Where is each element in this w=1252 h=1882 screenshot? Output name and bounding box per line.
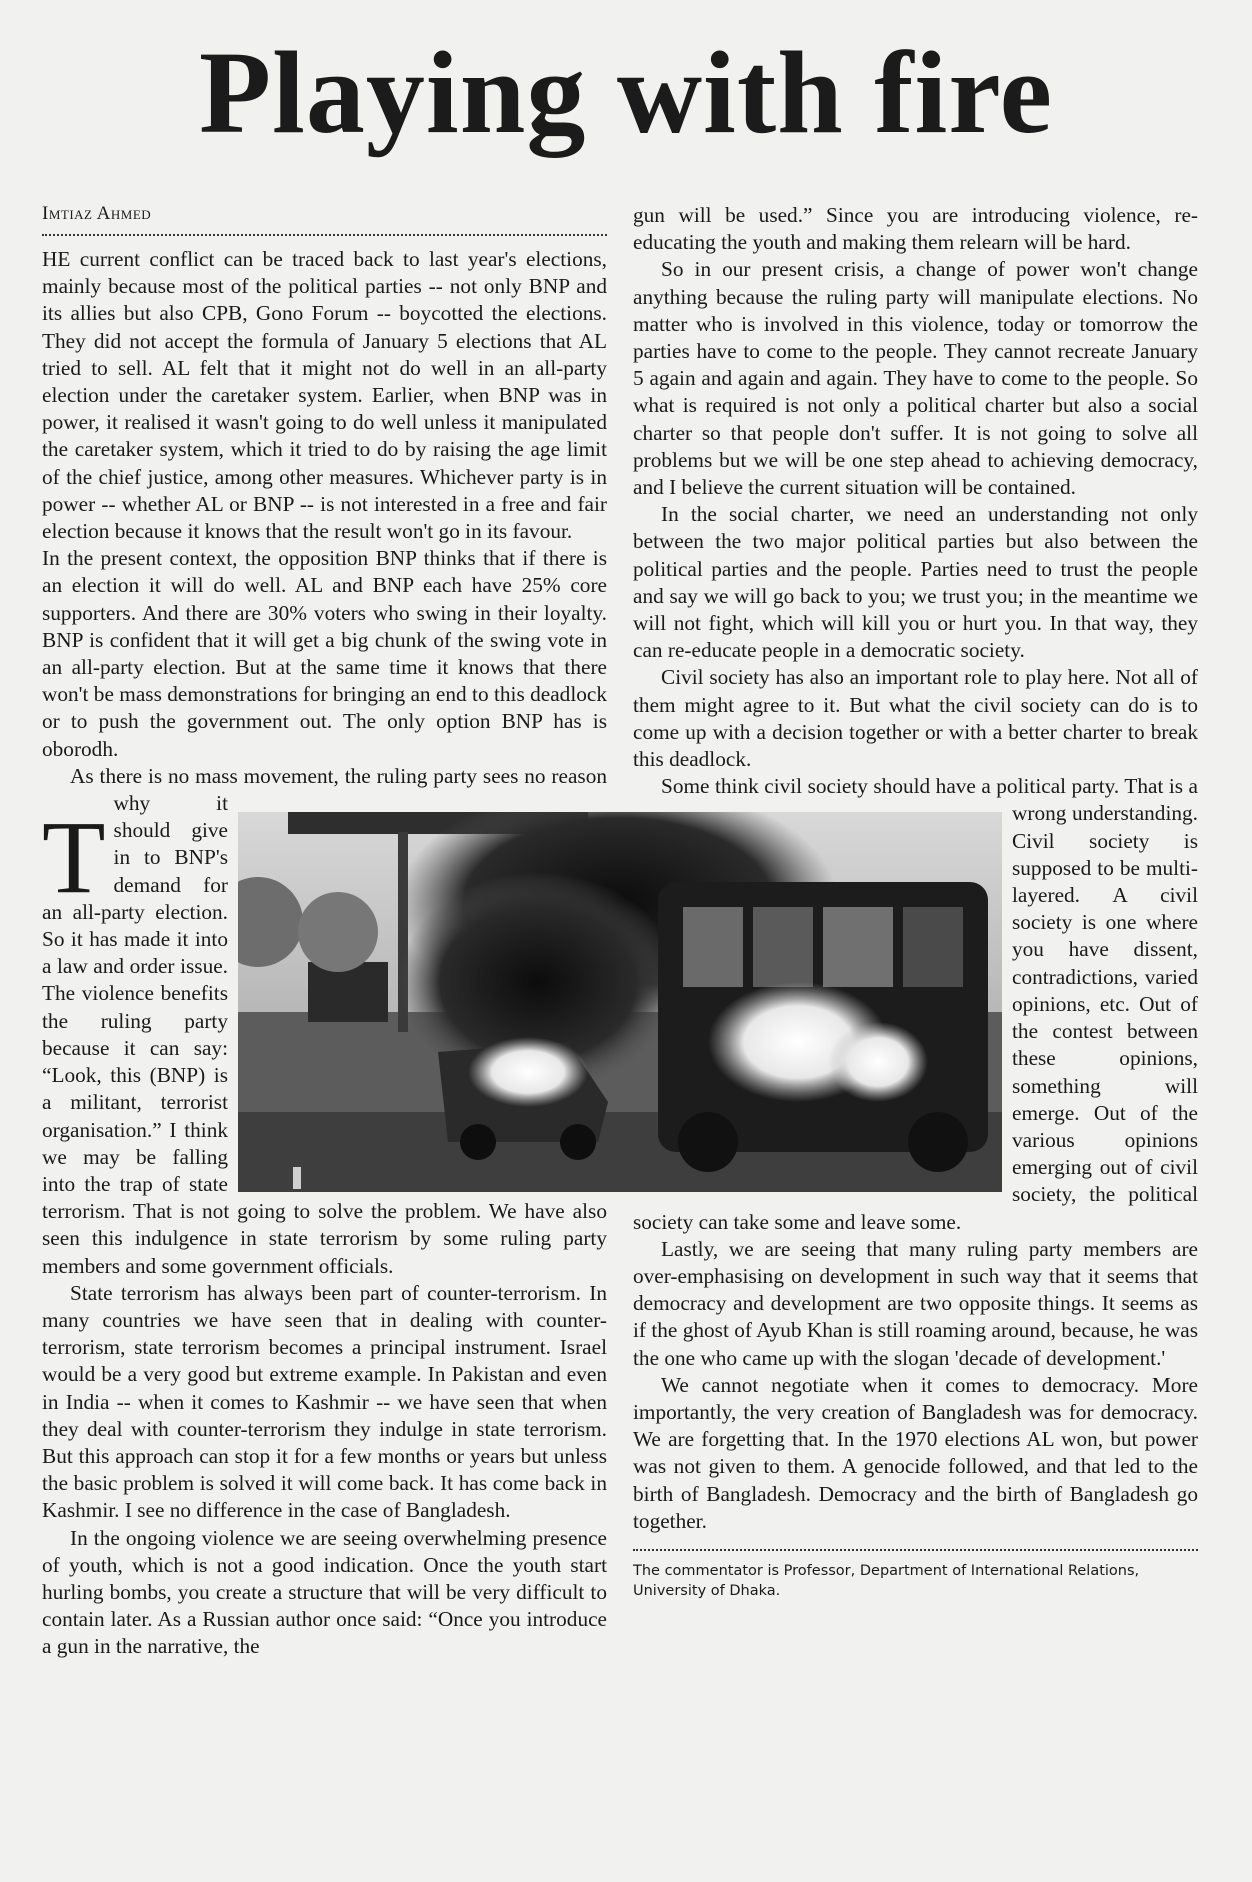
paragraph-5: In the ongoing violence we are seeing overwhelming presence of youth, which is not a good indication. Once the youth start hurling bombs, you create a structure that will be very difficult to contain later. As a Russian author once said: “Once you introduce a gun in the narrative, the bbox=[42, 1525, 607, 1659]
paragraph-12: We cannot negotiate when it comes to democracy. More importantly, the very creation of Bangladesh was for democracy. We are forgetting that. In the 1970 elections AL won, but power was not given to them. A genocide followed, and that led to the birth of Bangladesh. Democracy and the birth of Bangladesh go together. bbox=[633, 1372, 1198, 1533]
paragraph-9-text: Civil society has also an important role to play here. Not all of them might agree to it. But what the civil society can do is to come up with a decision together or with a better charter to break this deadlock. bbox=[633, 665, 1198, 772]
byline: Imtiaz Ahmed bbox=[42, 203, 152, 224]
burning-bus-photo bbox=[238, 812, 1002, 1192]
drop-cap: T bbox=[42, 800, 106, 915]
paragraph-2 bbox=[42, 545, 607, 763]
paragraph-8: In the social charter, we need an understanding not only between the two major political parties but also between the political parties and the people. Parties need to trust the people and say we will go back to you; we trust you; in the meantime we will not fight, which will kill you or hurt you. In that way, they can re-educate people in a democratic society. bbox=[633, 502, 1198, 663]
paragraph-7: So in our present crisis, a change of power won't change anything because the ruling party will manipulate elections. No matter who is involved in this violence, today or tomorrow the parties have to come to the people. They cannot recreate January 5 again and again and again. They have to come to the people. So what is required is not only a political charter but also a social charter so that people don't suffer. It is not going to solve all problems but we will be one step ahead to achieving democracy, and I believe the current situation will be contained. bbox=[633, 257, 1198, 500]
paragraph-4: State terrorism has always been part of counter-terrorism. In many countries we have seen that in dealing with counter-terrorism, state terrorism becomes a principal instrument. Israel would be a very good but extreme example. In Pakistan and even in India -- when it comes to Kashmir -- we have seen that when they deal with counter-terrorism they indulge in state terrorism. But this approach can stop it for a few months or years but unless the basic problem is solved it will come back. It has come back in Kashmir. I see no difference in the case of Bangladesh. bbox=[42, 1280, 607, 1523]
paragraph-10: Some think civil society should have a political party. That is a wrong understanding. Civil society is supposed to be multi-layered. A civil society is one where you have dissent, contradictions, varied opinions, etc. Out of the contest between these opinions, something will emerge. Out of the various opinions emerging out of civil society, the political society can take some and leave some. bbox=[633, 774, 1198, 1234]
footnote-divider bbox=[633, 1549, 1198, 1551]
paragraph-1-text: HE current conflict can be traced back to last year's elections, mainly because most of the political parties -- not only BNP and its allies but also CPB, Gono Forum -- boycotted the elections. They did not accept the formula of January 5 elections that AL tried to sell. AL felt that it might not do well in an all-party election under the caretaker system. Earlier, when BNP was in power, it realised it wasn't going to do well unless it manipulated the caretaker system, which it tried to do by raising the age limit of the chief justice, among other measures. Whichever party is in power -- whether AL or BNP -- is not interested in a free and fair election because it knows that the result won't go in its favour. bbox=[42, 247, 607, 544]
paragraph-11: Lastly, we are seeing that many ruling party members are over-emphasising on development in such way that it seems that democracy and development are two opposite things. It seems as if the ghost of Ayub Khan is still roaming around, because, he was the one who came up with the slogan 'decade of development.' bbox=[633, 1236, 1198, 1370]
paragraph-9 bbox=[633, 664, 1198, 773]
footnote: The commentator is Professor, Department of International Relations, University of Dhaka. bbox=[633, 1562, 1140, 1599]
headline: Playing with fire bbox=[199, 27, 1053, 158]
paragraph-2-text: In the present context, the opposition BNP thinks that if there is an election it will do well. AL and BNP each have 25% core supporters. And there are 30% voters who swing in their loyalty. BNP is confident that it will get a big chunk of the swing vote in an all-party election. But at the same time it knows that there won't be mass demonstrations for bringing an end to this deadlock or to push the government out. The only option BNP has is oborodh. bbox=[42, 546, 607, 761]
paragraph-3: As there is no mass movement, the ruling party sees no reason why it should give in to BNP's demand for an all-party election. So it has made it into a law and order issue. The violence benefits the ruling party because it can say: “Look, this (BNP) is a militant, terrorist organisation.” I think we may be falling into the trap of state terrorism. That is not going to solve the problem. We have also seen this indulgence in state terrorism by some ruling party members and some government officials. bbox=[42, 763, 607, 1278]
byline-divider bbox=[42, 234, 607, 236]
photo-illustration bbox=[238, 812, 1002, 1192]
paragraph-6: gun will be used.” Since you are introducing violence, re-educating the youth and making them relearn will be hard. bbox=[633, 203, 1198, 255]
